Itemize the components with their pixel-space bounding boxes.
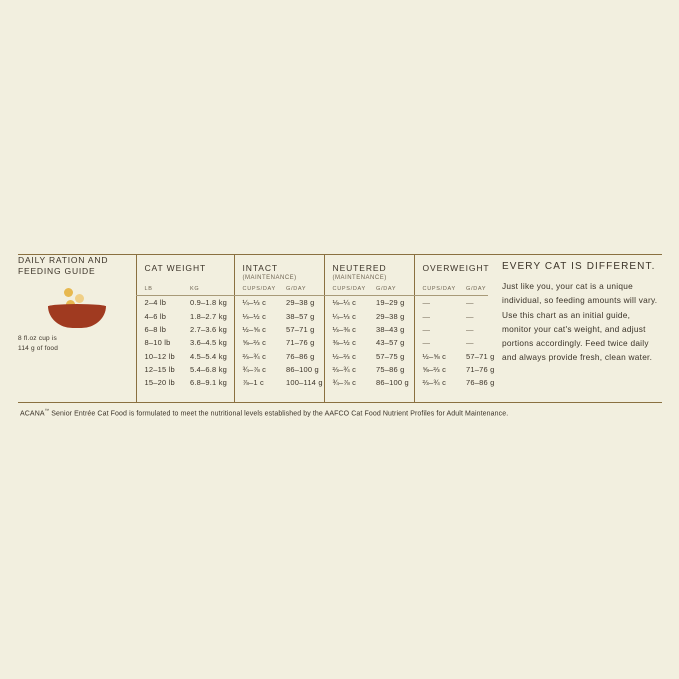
cell-overweight-grams: — — [466, 311, 474, 321]
cell-neutered-cups: ½–⅔ c — [324, 350, 368, 363]
every-cat-is-different-block — [488, 255, 662, 402]
cell-intact-grams: 57–71 g — [286, 324, 315, 334]
spacer-cell — [234, 390, 278, 402]
cell-overweight-cups: ⅝–⅔ c — [414, 363, 458, 376]
cell-intact-cups: ⅝–⅔ c — [234, 336, 278, 349]
cell-overweight-grams: 76–86 g — [466, 378, 495, 388]
cell-weight-lb: 6–8 lb — [136, 323, 182, 336]
cell-overweight-cups: — — [414, 323, 458, 336]
cell-overweight-cups: ½–⅝ c — [414, 350, 458, 363]
column-header-lb: LB — [136, 283, 182, 295]
column-header-neutered-grams: G/DAY — [376, 286, 397, 292]
cell-intact-grams: 29–38 g — [286, 298, 315, 308]
cell-neutered-grams: 75–86 g — [376, 365, 405, 375]
cell-overweight-cups: — — [414, 336, 458, 349]
panel-body — [18, 255, 662, 402]
kibble-icon — [64, 288, 73, 297]
cell-neutered-cups: ¾–⅞ c — [324, 376, 368, 389]
footnote-text: Senior Entrée Cat Food is formulated to meet the nutritional levels established by the AAFCO Cat Food Nutrient Profiles for Adult Maintenance. — [49, 409, 509, 417]
spacer-cell — [414, 390, 458, 402]
cell-overweight-cups: — — [414, 309, 458, 322]
spacer-cell — [368, 390, 414, 402]
cell-weight-lb: 2–4 lb — [136, 296, 182, 310]
cell-weight-lb: 10–12 lb — [136, 350, 182, 363]
cell-intact-cups: ⅓–½ c — [234, 309, 278, 322]
cell-weight-lb: 4–6 lb — [136, 309, 182, 322]
spacer-cell — [324, 390, 368, 402]
cell-intact-grams: 86–100 g — [286, 365, 319, 375]
cell-overweight-grams: — — [466, 298, 474, 308]
cell-overweight-grams: 57–71 g — [466, 351, 495, 361]
column-header-overweight-cups: CUPS/DAY — [414, 283, 458, 295]
cell-intact-cups: ⅞–1 c — [234, 376, 278, 389]
cell-neutered-grams: 19–29 g — [376, 298, 405, 308]
cell-neutered-cups: ⅜–½ c — [324, 336, 368, 349]
cup-note-line2: 114 g of food — [18, 344, 59, 352]
group-header-intact — [234, 255, 324, 283]
cell-intact-grams: 71–76 g — [286, 338, 315, 348]
cell-neutered-cups: ⅛–¼ c — [324, 296, 368, 310]
group-header-intact-label: INTACT — [242, 263, 278, 273]
cell-neutered-cups: ⅔–¾ c — [324, 363, 368, 376]
cat-food-bowl-icon — [48, 288, 106, 328]
kibble-icon — [75, 294, 84, 303]
group-header-neutered-sub: (MAINTENANCE) — [332, 275, 387, 281]
cell-overweight-cups: — — [414, 296, 458, 310]
feeding-table-block — [18, 255, 495, 402]
column-header-intact-grams: G/DAY — [286, 286, 307, 292]
cell-intact-grams: 100–114 g — [286, 378, 323, 388]
cell-weight-kg: 3.6–4.5 kg — [190, 338, 228, 348]
cell-weight-kg: 0.9–1.8 kg — [190, 298, 228, 308]
feeding-chart-table — [18, 255, 495, 402]
cell-neutered-grams: 57–75 g — [376, 351, 405, 361]
cell-overweight-grams: 71–76 g — [466, 365, 495, 375]
group-header-neutered — [324, 255, 414, 283]
table-group-header-row — [18, 255, 488, 283]
feeding-guide-panel — [18, 254, 662, 417]
cell-intact-cups: ¼–⅓ c — [234, 296, 278, 310]
cell-intact-cups: ⅔–¾ c — [234, 350, 278, 363]
group-header-intact-sub: (MAINTENANCE) — [242, 275, 297, 281]
cell-weight-kg: 4.5–5.4 kg — [190, 351, 228, 361]
cell-overweight-grams: — — [466, 338, 474, 348]
column-header-intact-cups: CUPS/DAY — [234, 283, 278, 295]
cell-neutered-grams: 38–43 g — [376, 324, 405, 334]
cell-neutered-grams: 43–57 g — [376, 338, 405, 348]
column-header-neutered-cups: CUPS/DAY — [324, 283, 368, 295]
cup-note-line1: 8 fl.oz cup is — [18, 334, 57, 342]
cell-neutered-grams: 29–38 g — [376, 311, 405, 321]
cell-neutered-grams: 86–100 g — [376, 378, 409, 388]
column-header-overweight-grams: G/DAY — [466, 286, 487, 292]
cell-intact-grams: 76–86 g — [286, 351, 315, 361]
group-header-cat-weight-label: CAT WEIGHT — [144, 263, 207, 273]
daily-ration-cell — [18, 255, 136, 402]
cell-weight-kg: 5.4–6.8 kg — [190, 365, 228, 375]
bowl-body — [48, 306, 106, 328]
spacer-cell — [458, 390, 488, 402]
trademark-symbol: ™ — [44, 407, 50, 413]
spacer-cell — [136, 390, 182, 402]
group-header-neutered-label: NEUTERED — [332, 263, 387, 273]
cell-intact-cups: ½–⅝ c — [234, 323, 278, 336]
cell-overweight-grams: — — [466, 324, 474, 334]
sidebar-body-text: Just like you, your cat is a unique individual, so feeding amounts will vary. Use this chart as an initial guide, monitor your cat's weight, and adjust portions accordingly. Feed twice daily and always provide fresh, clean water. — [502, 281, 658, 363]
cell-neutered-cups: ¼–⅓ c — [324, 309, 368, 322]
spacer-cell — [278, 390, 324, 402]
cell-overweight-cups: ⅔–¾ c — [414, 376, 458, 389]
cell-weight-kg: 2.7–3.6 kg — [190, 324, 228, 334]
group-header-overweight-label: OVERWEIGHT — [422, 263, 490, 273]
cell-weight-kg: 1.8–2.7 kg — [190, 311, 228, 321]
brand-name: ACANA — [20, 409, 45, 417]
sidebar-title: EVERY CAT IS DIFFERENT. — [502, 261, 656, 272]
group-header-overweight — [414, 255, 488, 283]
cell-neutered-cups: ⅓–⅜ c — [324, 323, 368, 336]
cell-weight-lb: 12–15 lb — [136, 363, 182, 376]
aafco-footnote — [18, 403, 662, 417]
cell-weight-lb: 15–20 lb — [136, 376, 182, 389]
spacer-cell — [182, 390, 234, 402]
daily-ration-title: DAILY RATION AND FEEDING GUIDE — [18, 255, 109, 277]
column-header-kg: KG — [190, 286, 200, 292]
cell-intact-cups: ¾–⅞ c — [234, 363, 278, 376]
cell-intact-grams: 38–57 g — [286, 311, 315, 321]
group-header-cat-weight — [136, 255, 234, 283]
cell-weight-kg: 6.8–9.1 kg — [190, 378, 228, 388]
cell-weight-lb: 8–10 lb — [136, 336, 182, 349]
